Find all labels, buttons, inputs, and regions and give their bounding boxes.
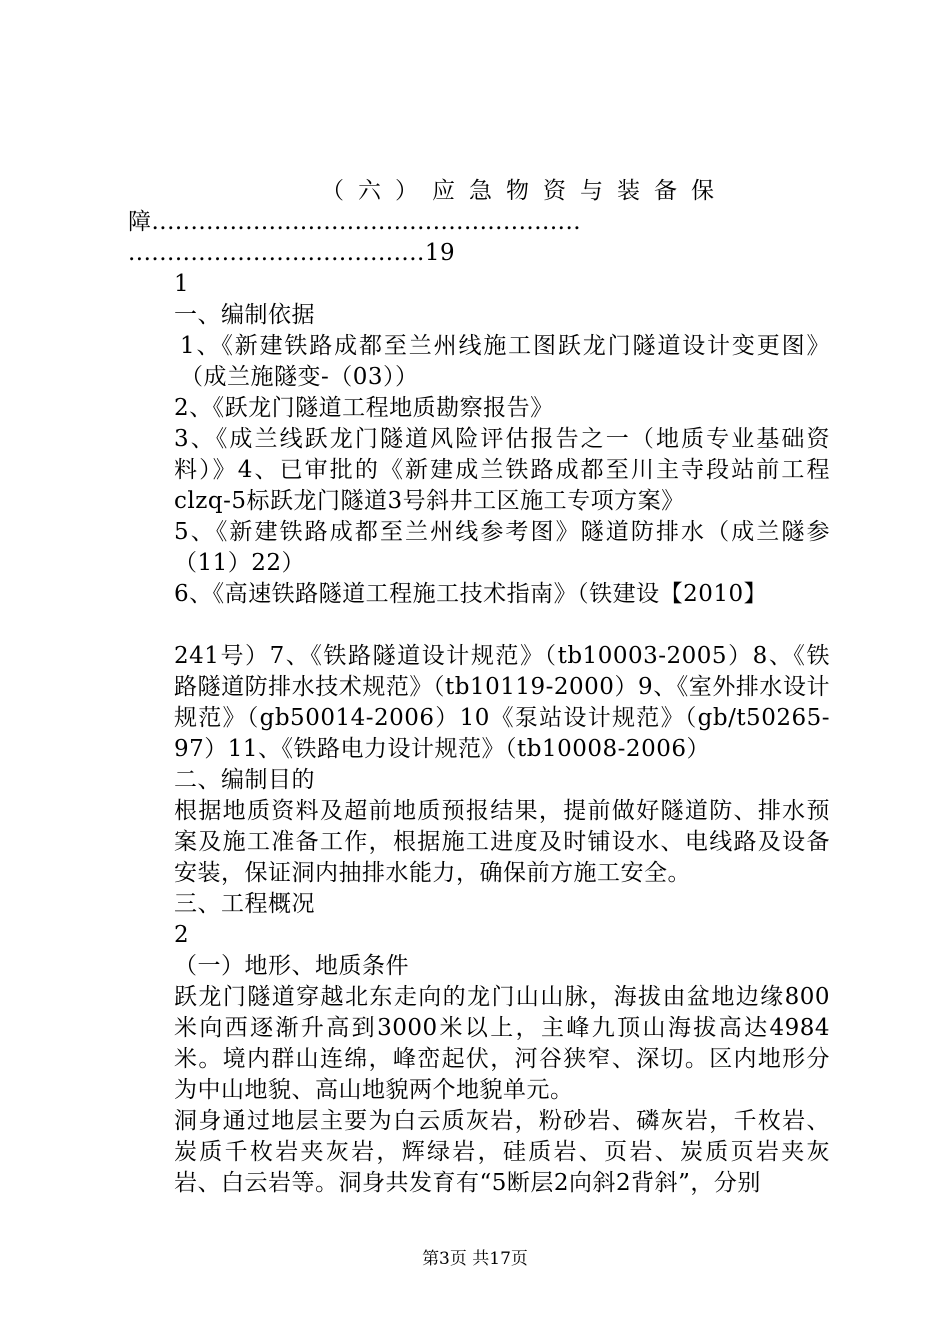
blank-line bbox=[128, 610, 830, 641]
section-heading: 一、编制依据 bbox=[174, 302, 315, 328]
toc-heading bbox=[128, 176, 830, 207]
paragraph: 241号）7、《铁路隧道设计规范》（tb10003-2005）8、《铁路隧道防排水技术规范》（tb10119-2000）9、《室外排水设计规范》（gb50014-2006）10《泵站设计规范》（gb/t50265-97）11、《铁路电力设计规范》（tb10008-2006） bbox=[174, 643, 830, 762]
toc-leader-line: 障....................................................... bbox=[128, 209, 582, 235]
toc-char: 与 bbox=[580, 178, 603, 204]
page-number-marker: 1 bbox=[174, 271, 190, 297]
paragraph: 6、《高速铁路隧道工程施工技术指南》（铁建设【2010】 bbox=[174, 581, 768, 607]
paragraph: 跃龙门隧道穿越北东走向的龙门山山脉，海拔由盆地边缘800米向西逐渐升高到3000米以上，主峰九顶山海拔高达4984米。境内群山连绵，峰峦起伏，河谷狭窄、深切。区内地形分为中山地貌、高山地貌两个地貌单元。 bbox=[174, 984, 830, 1103]
toc-entry bbox=[128, 176, 830, 269]
toc-char: 资 bbox=[543, 178, 566, 204]
paragraph: 5、《新建铁路成都至兰州线参考图》隧道防排水（成兰隧参（11）22） bbox=[174, 519, 830, 576]
paragraph: 1、《新建铁路成都至兰州线施工图跃龙门隧道设计变更图》（成兰施隧变-（03）） bbox=[180, 333, 830, 390]
toc-char: 物 bbox=[506, 178, 529, 204]
paragraph: 洞身通过地层主要为白云质灰岩，粉砂岩、磷灰岩，千枚岩、炭质千枚岩夹灰岩，辉绿岩，硅质岩、页岩、炭质页岩夹灰岩、白云岩等。洞身共发育有“5断层2向斜2背斜”，分别 bbox=[174, 1108, 830, 1196]
paragraph: 根据地质资料及超前地质预报结果，提前做好隧道防、排水预案及施工准备工作，根据施工进度及时铺设水、电线路及设备安装，保证洞内抽排水能力，确保前方施工安全。 bbox=[174, 798, 830, 886]
toc-char: 六 bbox=[358, 178, 381, 204]
page-footer: 第3页 共17页 bbox=[422, 1249, 528, 1269]
subsection-heading: （一）地形、地质条件 bbox=[174, 953, 409, 979]
section-heading: 二、编制目的 bbox=[174, 767, 315, 793]
section-heading: 三、工程概况 bbox=[174, 891, 315, 917]
toc-char: （ bbox=[321, 178, 344, 204]
page-number-marker: 2 bbox=[174, 922, 190, 948]
paragraph: 2、《跃龙门隧道工程地质勘察报告》 bbox=[174, 395, 554, 421]
toc-leader-line: ......................................19 bbox=[128, 240, 456, 266]
toc-char: 应 bbox=[432, 178, 455, 204]
toc-char: 急 bbox=[469, 178, 492, 204]
toc-char: 保 bbox=[691, 178, 714, 204]
paragraph: 3、《成兰线跃龙门隧道风险评估报告之一（地质专业基础资料）》4、已审批的《新建成兰铁路成都至川主寺段站前工程clzq-5标跃龙门隧道3号斜井工区施工专项方案》 bbox=[174, 426, 830, 514]
toc-char: 备 bbox=[654, 178, 677, 204]
toc-char: 装 bbox=[617, 178, 640, 204]
main-text bbox=[128, 269, 830, 1199]
toc-char: ） bbox=[395, 178, 418, 204]
